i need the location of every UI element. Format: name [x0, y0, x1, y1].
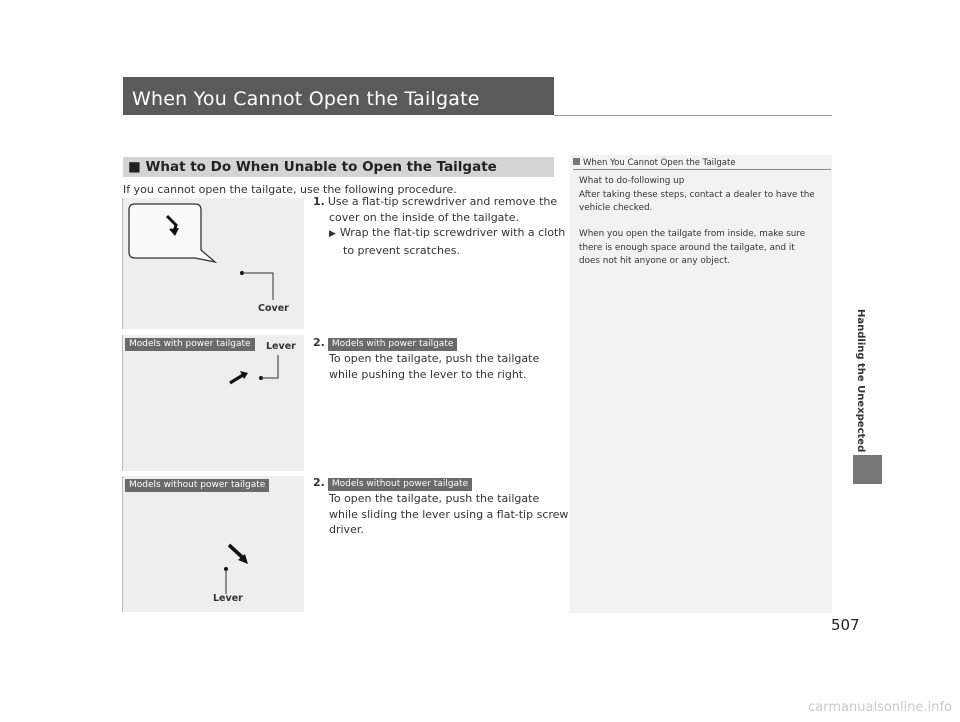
side-note-p1-line-2: After taking these steps, contact a dealer to have the	[579, 189, 815, 200]
figure-lever-power	[122, 335, 304, 471]
slide-arrow-icon	[229, 545, 242, 557]
step-2-power-number: 2.	[313, 336, 325, 349]
chapter-side-label-text: Handling the Unexpected	[855, 309, 866, 453]
page-number: 507	[831, 616, 860, 634]
side-note-p2-line-2: there is enough space around the tailgate, and it	[579, 242, 795, 253]
figure-tag-manual: Models without power tailgate	[125, 479, 269, 492]
step-1-line-1: Use a flat-tip screwdriver and remove the	[327, 195, 558, 208]
figure-lever-manual	[122, 476, 304, 612]
step-1-number: 1.	[313, 195, 325, 208]
side-note-p1-line-3: vehicle checked.	[579, 203, 653, 213]
section-heading-text: What to Do When Unable to Open the Tailgate	[145, 159, 497, 175]
step-2-manual-line-2: while sliding the lever using a flat-tip screw	[329, 507, 569, 521]
side-note-panel	[570, 155, 832, 613]
section-heading	[128, 159, 497, 175]
model-tag-manual: Models without power tailgate	[328, 478, 472, 491]
side-note-p2-line-3: does not hit anyone or any object.	[579, 256, 731, 266]
side-note-heading	[573, 158, 736, 168]
push-arrow-icon	[230, 375, 243, 383]
figure-tag-power: Models with power tailgate	[125, 338, 255, 351]
section-heading-bar	[123, 157, 554, 177]
step-2-power-line-2: while pushing the lever to the right.	[329, 367, 527, 381]
footer-watermark: carmanualsonline.info	[808, 700, 952, 715]
lever-power-illustration	[123, 335, 304, 471]
model-tag-power: Models with power tailgate	[328, 338, 458, 351]
page-title: When You Cannot Open the Tailgate	[132, 88, 480, 110]
callout-cover: Cover	[258, 303, 289, 314]
sub-step-arrow-icon: ▶	[329, 229, 336, 239]
callout-lever-manual: Lever	[213, 593, 243, 604]
step-2-manual-line-1: To open the tailgate, push the tailgate	[329, 492, 540, 505]
step-2-power	[313, 335, 539, 382]
note-marker-icon	[573, 158, 580, 165]
side-note-heading-text: When You Cannot Open the Tailgate	[583, 158, 736, 168]
step-2-manual-number: 2.	[313, 476, 325, 489]
step-1-line-2: cover on the inside of the tailgate.	[329, 210, 519, 224]
intro-text: If you cannot open the tailgate, use the following procedure.	[123, 183, 457, 196]
figure-cover	[122, 198, 304, 329]
side-note-p1-line-1: What to do-following up	[579, 176, 685, 186]
step-1-sub-line-1: Wrap the flat-tip screwdriver with a cloth	[339, 226, 566, 239]
page-title-bar	[123, 77, 554, 115]
title-rule	[554, 115, 832, 116]
callout-lever-power: Lever	[266, 341, 296, 352]
side-note-rule	[573, 169, 831, 170]
chapter-tab-marker	[853, 455, 882, 484]
step-2-manual	[313, 475, 568, 538]
step-1	[313, 194, 565, 258]
side-note-p2-line-1: When you open the tailgate from inside, make sure	[579, 229, 806, 239]
side-note-paragraph-1	[579, 175, 824, 216]
side-note-paragraph-2	[579, 228, 824, 269]
section-marker-icon: ■	[128, 159, 141, 175]
step-2-power-line-1: To open the tailgate, push the tailgate	[329, 352, 540, 365]
step-2-manual-line-3: driver.	[329, 523, 364, 536]
step-1-sub-line-2: to prevent scratches.	[343, 243, 460, 257]
lever-manual-illustration	[123, 476, 304, 612]
